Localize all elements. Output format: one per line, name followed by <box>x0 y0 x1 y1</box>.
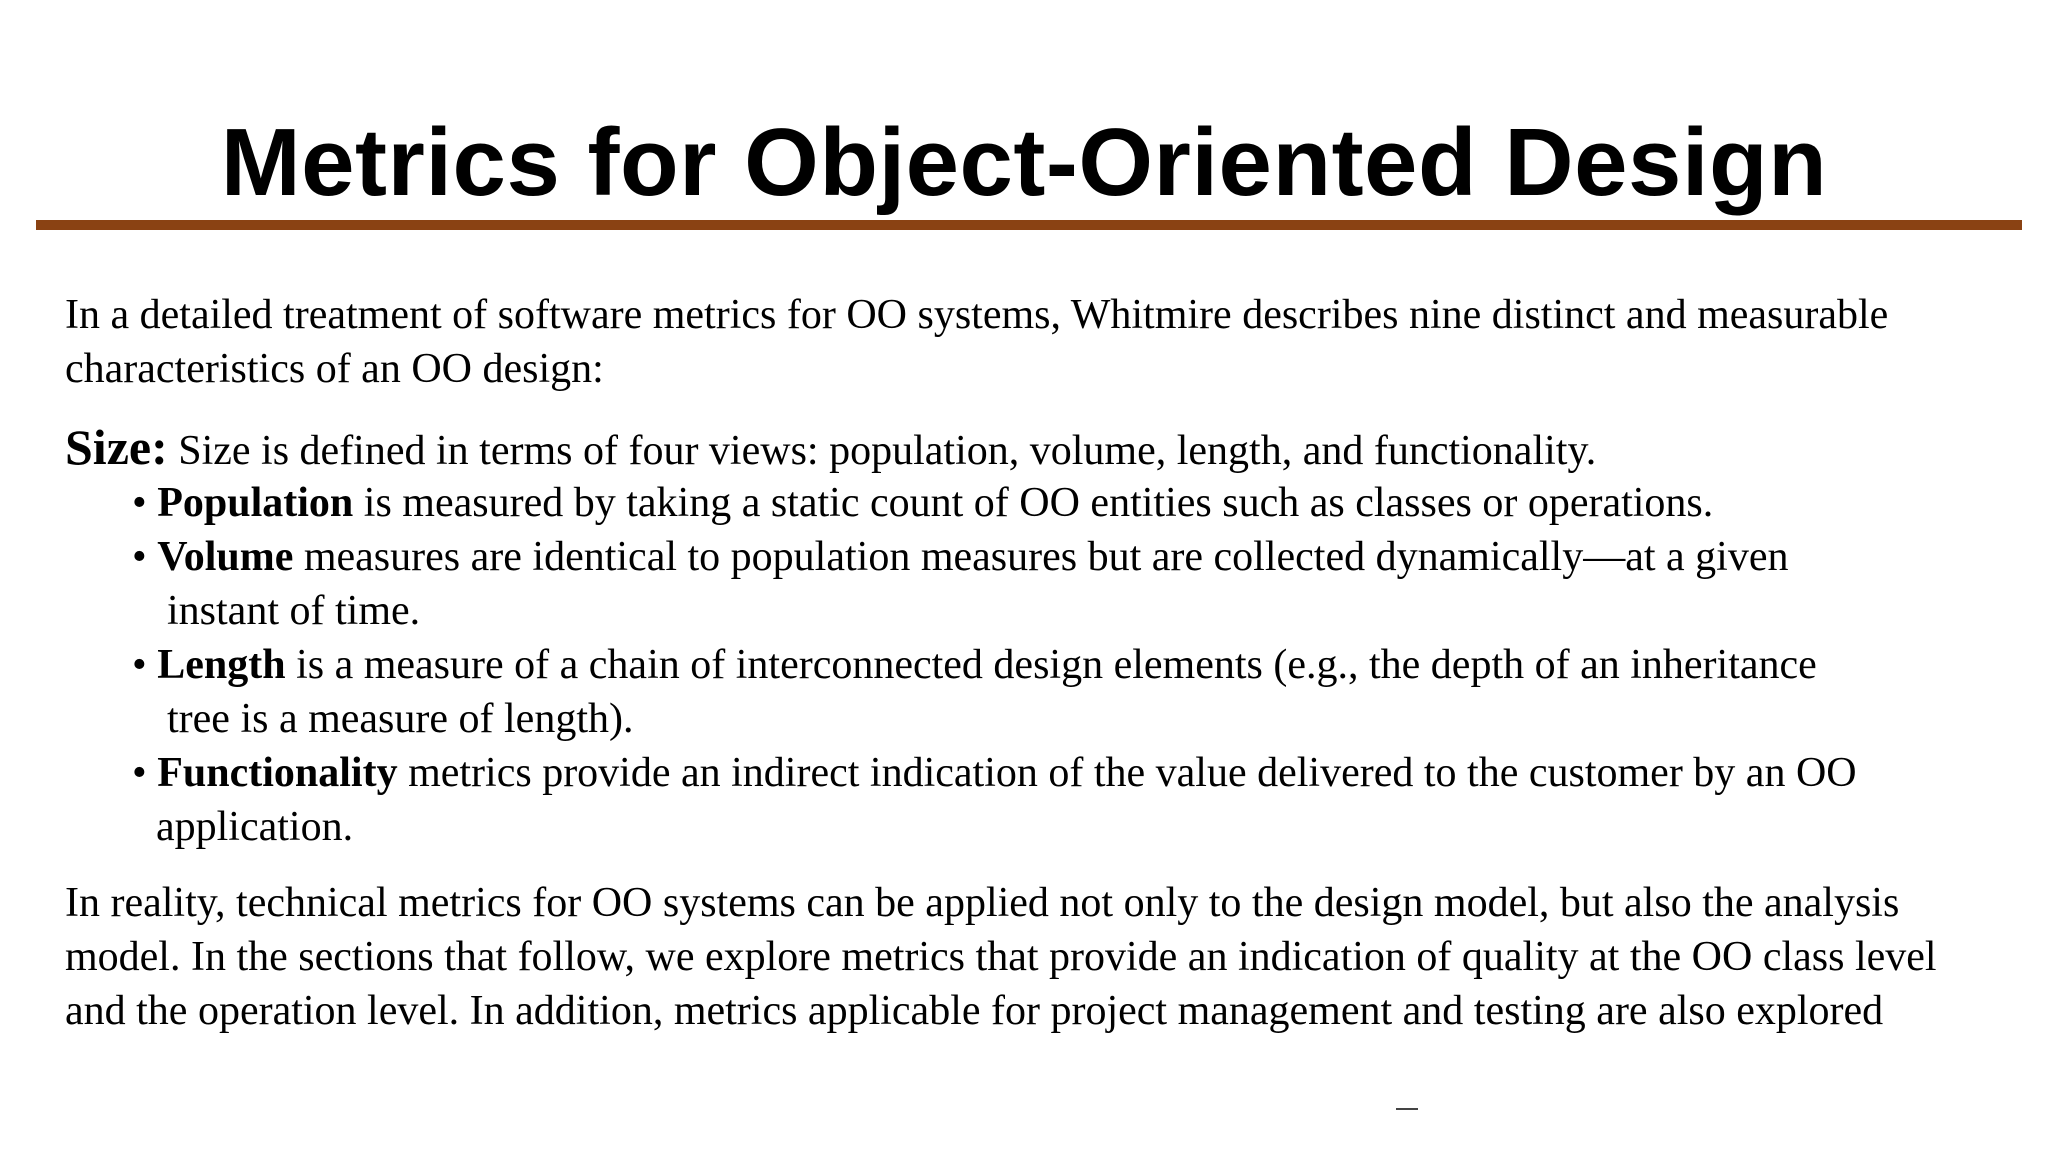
bullet-text-length: is a measure of a chain of interconnected design elements (e.g., the depth of an inheritance <box>296 642 1817 688</box>
bullet-text-functionality: metrics provide an indirect indication of the value delivered to the customer by an OO <box>408 750 1857 796</box>
size-line <box>65 420 2005 478</box>
bullet-functionality <box>132 746 2012 800</box>
bullet-volume <box>132 530 2012 584</box>
bullet-text-population: is measured by taking a static count of OO entities such as classes or operations. <box>363 480 1714 526</box>
bullet-length <box>132 638 2012 692</box>
outro-paragraph: In reality, technical metrics for OO systems can be applied not only to the design model, but also the analysis model. In the sections that follow, we explore metrics that provide an indication of quality at the OO class level and the operation level. In addition, metrics applicable for project management and testing are also explored <box>65 880 1937 1034</box>
bullet-population <box>132 476 2012 530</box>
bullet-symbol: • <box>132 750 147 796</box>
bullet-functionality-continuation: application. <box>156 804 354 850</box>
size-description: Size is defined in terms of four views: population, volume, length, and functionality. <box>178 428 1597 474</box>
size-heading: Size: <box>65 419 168 475</box>
bullet-length-continuation: tree is a measure of length). <box>167 696 634 742</box>
slide-title: Metrics for Object-Oriented Design <box>220 109 1828 216</box>
bullet-term-functionality: Functionality <box>157 750 398 796</box>
intro-paragraph: In a detailed treatment of software metrics for OO systems, Whitmire describes nine distinct and measurable characteristics of an OO design: <box>65 292 1889 392</box>
bullet-symbol: • <box>132 534 147 580</box>
footer-dash-mark <box>1396 1108 1418 1110</box>
bullet-text-volume: measures are identical to population measures but are collected dynamically—at a given <box>303 534 1789 580</box>
bullet-term-length: Length <box>157 642 286 688</box>
bullet-term-volume: Volume <box>157 534 294 580</box>
bullet-volume-continuation: instant of time. <box>167 588 421 634</box>
title-underline-rule <box>36 220 2022 230</box>
bullet-term-population: Population <box>157 480 354 526</box>
bullet-symbol: • <box>132 642 147 688</box>
bullet-symbol: • <box>132 480 147 526</box>
